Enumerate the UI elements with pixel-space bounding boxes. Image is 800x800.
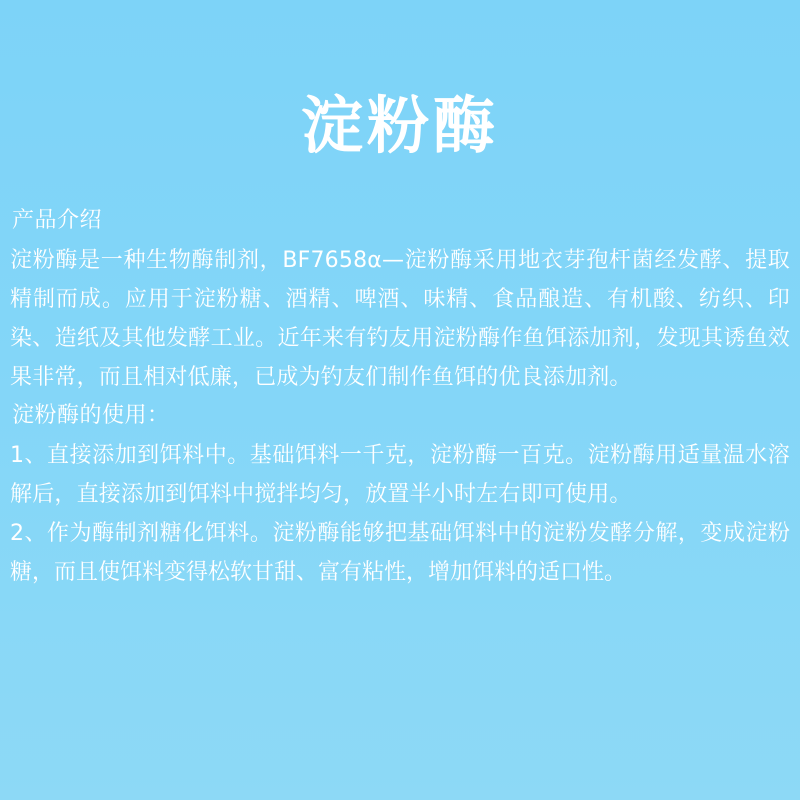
section-usage <box>8 397 792 592</box>
section-heading-product-intro: 产品介绍 <box>12 208 103 234</box>
page-title: 淀粉酶 <box>300 89 499 162</box>
paragraph-usage-step-1: 1、直接添加到饵料中。基础饵料一千克，淀粉酶一百克。淀粉酶用适量温水溶解后，直接添加到饵料中搅拌均匀，放置半小时左右即可使用。 <box>10 442 790 507</box>
section-heading-usage: 淀粉酶的使用： <box>12 403 170 429</box>
content-body <box>0 160 800 592</box>
section-product-intro <box>8 202 792 397</box>
paragraph-usage-step-2: 2、作为酶制剂糖化饵料。淀粉酶能够把基础饵料中的淀粉发酵分解，变成淀粉糖，而且使饵料变得松软甘甜、富有粘性，增加饵料的适口性。 <box>10 521 790 586</box>
paragraph-product-intro: 淀粉酶是一种生物酶制剂，BF7658α—淀粉酶采用地衣芽孢杆菌经发酵、提取精制而成。应用于淀粉糖、酒精、啤酒、味精、食品酿造、有机酸、纺织、印染、造纸及其他发酵工业。近年来有钓友用淀粉酶作鱼饵添加剂，发现其诱鱼效果非常，而且相对低廉，已成为钓友们制作鱼饵的优良添加剂。 <box>10 247 790 391</box>
